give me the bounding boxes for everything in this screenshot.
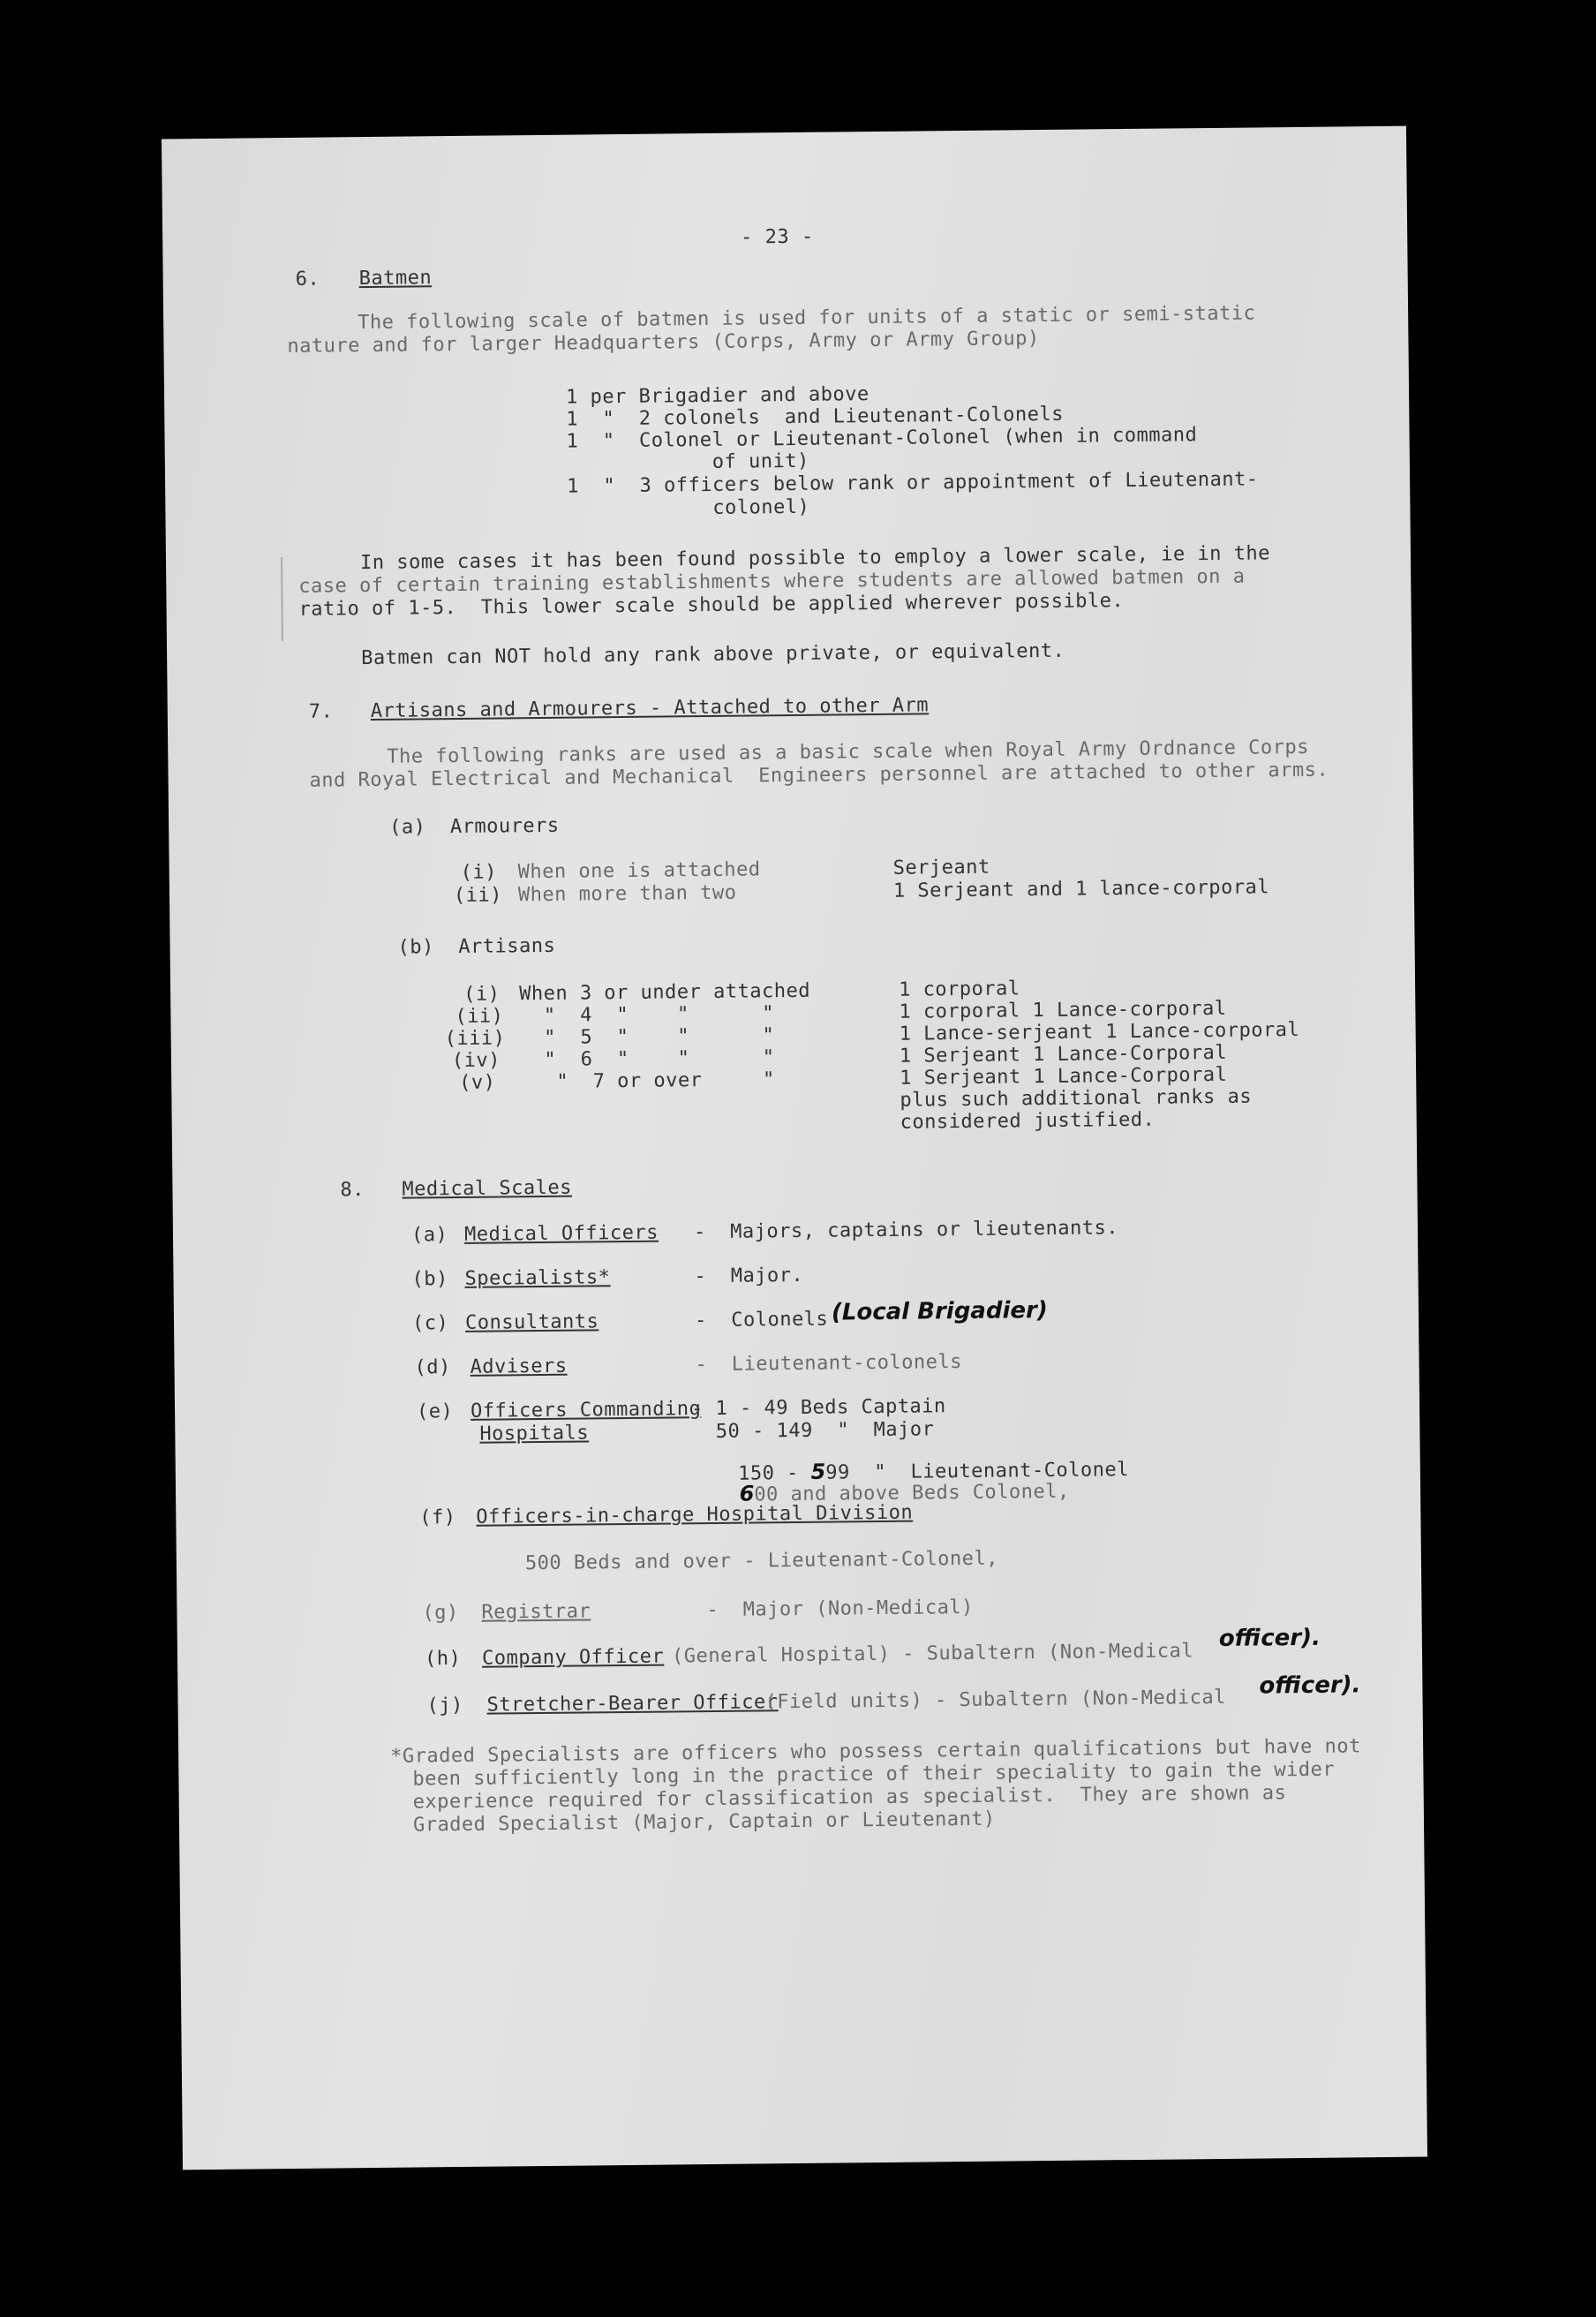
footnote-line: Graded Specialist (Major, Captain or Lieutenant) — [412, 1808, 996, 1837]
batmen-scale-line: 1 " 2 colonels and Lieutenant-Colonels — [566, 403, 1065, 431]
medical-item-label: Registrar — [481, 1600, 591, 1624]
armourers-row-num: (i) — [460, 861, 498, 884]
margin-mark — [281, 557, 283, 641]
section-8-title: Medical Scales — [402, 1176, 573, 1201]
medical-item-value: - Majors, captains or lieutenants. — [693, 1217, 1119, 1244]
medical-item-label: Stretcher-Bearer Officer — [486, 1691, 779, 1717]
section-7-para1-line1: The following ranks are used as a basic scale when Royal Army Ordnance Corps — [387, 736, 1310, 768]
medical-item-value: 500 Beds and over - Lieutenant-Colonel, — [524, 1547, 999, 1575]
batmen-scale-line: of unit) — [566, 449, 809, 475]
artisans-row-rank: 1 Serjeant 1 Lance-Corporal — [900, 1063, 1228, 1090]
section-6-para1-line1: The following scale of batmen is used for units of a static or semi-static — [358, 302, 1256, 335]
armourers-heading: (a) Armourers — [389, 814, 560, 839]
medical-item-num: (d) — [414, 1356, 451, 1379]
medical-item-label: Advisers — [470, 1355, 568, 1378]
section-6-para2-line2: case of certain training establishments where students are allowed batmen on a — [298, 565, 1246, 598]
armourers-row-rank: Serjeant — [892, 856, 990, 879]
section-6-title: Batmen — [358, 267, 433, 291]
artisans-row-desc: " 5 " " " — [519, 1024, 775, 1050]
medical-item-num: (g) — [422, 1602, 459, 1625]
armourers-row-rank: 1 Serjeant and 1 lance-corporal — [892, 876, 1270, 902]
artisans-row-rank: 1 corporal — [899, 977, 1020, 1001]
handwritten-annotation: officer). — [1218, 1624, 1321, 1652]
oc-hospitals-line: 50 - 149 " Major — [691, 1418, 935, 1444]
batmen-scale-line: 1 " Colonel or Lieutenant-Colonel (when in command — [566, 424, 1198, 453]
footnote-line: *Graded Specialists are officers who possess certain qualifications but have not — [390, 1735, 1361, 1768]
oc-line-4-end: 00 and above Beds Colonel, — [754, 1480, 1070, 1506]
oc-line-3-end: 99 " Lieutenant-Colonel — [825, 1459, 1130, 1484]
artisans-row-rank: 1 corporal 1 Lance-corporal — [899, 997, 1227, 1023]
batmen-scale-line: colonel) — [567, 495, 810, 521]
medical-item-num: (f) — [419, 1506, 456, 1529]
medical-item-value: - Colonels — [694, 1308, 829, 1332]
artisans-row-num: (iv) — [451, 1049, 501, 1073]
medical-item-value: (General Hospital) - Subaltern (Non-Medical — [671, 1640, 1194, 1668]
artisans-row-num: (i) — [463, 983, 501, 1006]
handwritten-annotation: (Local Brigadier) — [831, 1297, 1048, 1326]
armourers-row-desc: When one is attached — [517, 858, 761, 884]
medical-item-label: Hospitals — [479, 1422, 590, 1445]
medical-item-label: Consultants — [464, 1310, 599, 1334]
artisans-row-desc: " 7 or over " — [520, 1068, 775, 1094]
artisans-heading: (b) Artisans — [397, 934, 556, 959]
section-6-para2-line1: In some cases it has been found possible to employ a lower scale, ie in the — [359, 542, 1271, 575]
oc-hospitals-line: - 1 - 49 Beds Captain — [690, 1395, 946, 1421]
footnote-line: been sufficiently long in the practice of their speciality to gain the wider — [412, 1758, 1336, 1791]
artisans-row-num: (v) — [459, 1071, 496, 1094]
section-6-para3: Batmen can NOT hold any rank above private, or equivalent. — [361, 639, 1065, 670]
section-8-number: 8. — [340, 1179, 365, 1202]
artisans-extra-line: plus such additional ranks as — [900, 1085, 1253, 1112]
armourers-row-num: (ii) — [453, 884, 503, 908]
document-page — [162, 126, 1427, 2170]
batmen-scale-line: 1 " 3 officers below rank or appointment of Lieutenant- — [567, 468, 1259, 498]
armourers-row-desc: When more than two — [517, 881, 737, 907]
artisans-row-desc: When 3 or under attached — [519, 979, 811, 1006]
medical-item-num: (b) — [411, 1268, 448, 1291]
section-6-para2-line3: ratio of 1-5. This lower scale should be applied wherever possible. — [298, 590, 1125, 621]
section-6-number: 6. — [295, 268, 320, 291]
medical-item-num: (a) — [410, 1224, 448, 1247]
medical-item-label: Company Officer — [481, 1645, 665, 1670]
artisans-extra-line: considered justified. — [900, 1108, 1156, 1134]
section-6-para1-line2: nature and for larger Headquarters (Corps, Army or Army Group) — [287, 328, 1040, 358]
handwritten-digit: 5 — [810, 1459, 826, 1484]
artisans-row-num: (iii) — [444, 1027, 506, 1051]
handwritten-annotation: officer). — [1259, 1672, 1361, 1700]
artisans-row-desc: " 6 " " " — [519, 1046, 775, 1072]
section-7-number: 7. — [308, 700, 334, 723]
page-number: - 23 - — [741, 225, 814, 249]
medical-item-label: Medical Officers — [463, 1221, 659, 1246]
artisans-row-desc: " 4 " " " — [519, 1002, 775, 1028]
section-7-para1-line2: and Royal Electrical and Mechanical Engineers personnel are attached to other arms. — [309, 758, 1329, 792]
handwritten-digit: 6 — [739, 1481, 755, 1506]
medical-item-label: Specialists* — [464, 1266, 611, 1290]
footnote-line: experience required for classification as specialist. They are shown as — [412, 1782, 1287, 1814]
artisans-row-rank: 1 Serjeant 1 Lance-Corporal — [899, 1041, 1228, 1068]
medical-item-value: - Major. — [694, 1264, 804, 1288]
medical-item-num: (c) — [411, 1312, 449, 1335]
medical-item-value: - Major (Non-Medical) — [706, 1596, 974, 1622]
medical-item-value: - Lieutenant-colonels — [695, 1351, 963, 1377]
medical-item-label: Officers-in-charge Hospital Division — [476, 1501, 914, 1528]
medical-item-num: (j) — [426, 1694, 463, 1717]
artisans-row-num: (ii) — [455, 1005, 504, 1029]
batmen-scale-line: 1 per Brigadier and above — [565, 383, 870, 409]
medical-item-value: (Field units) - Subaltern (Non-Medical — [764, 1686, 1227, 1714]
oc-line-3-start: 150 - — [726, 1461, 811, 1485]
medical-item-num: (e) — [416, 1400, 454, 1423]
medical-item-label: Officers Commanding — [470, 1398, 702, 1423]
medical-item-num: (h) — [424, 1647, 462, 1671]
artisans-row-rank: 1 Lance-serjeant 1 Lance-corporal — [899, 1019, 1300, 1045]
section-7-title: Artisans and Armourers - Attached to other Arm — [370, 694, 930, 723]
